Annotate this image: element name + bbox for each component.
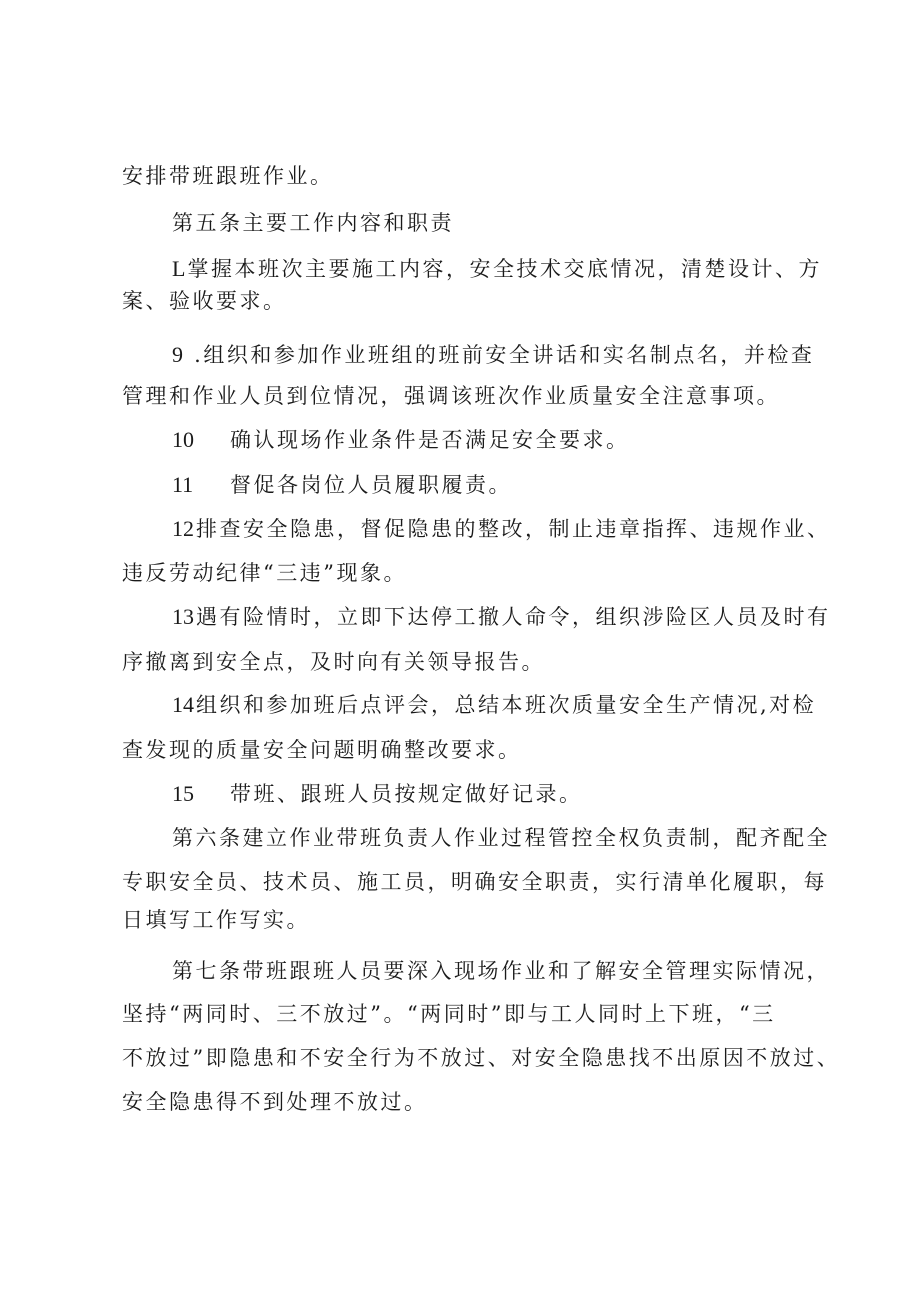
paragraph-line: 管理和作业人员到位情况，强调该班次作业质量安全注意事项。: [122, 384, 780, 408]
item-number: L: [172, 256, 186, 281]
item-number: 12: [172, 516, 194, 541]
article-paragraph-line: 第六条建立作业带班负责人作业过程管控全权负责制，配齐配全: [172, 826, 830, 850]
paragraph-line: 坚持“两同时、三不放过”。“两同时”即与工人同时上下班，“三: [122, 1002, 776, 1026]
item-number: 13: [172, 604, 194, 629]
paragraph-line: 案、验收要求。: [122, 289, 287, 313]
item-number: 15: [172, 781, 194, 806]
list-item: [172, 254, 920, 284]
item-text: 组织和参加班后点评会，总结本班次质量安全生产情况,对检: [196, 693, 817, 717]
paragraph-line: 专职安全员、技术员、施工员，明确安全职责，实行清单化履职，每: [122, 870, 827, 894]
article-paragraph-line: 第七条带班跟班人员要深入现场作业和了解安全管理实际情况，: [172, 959, 830, 983]
list-item: [172, 425, 920, 455]
item-text: .组织和参加作业班组的班前安全讲话和实名制点名，并检查: [185, 343, 815, 367]
item-number: 11: [172, 472, 194, 497]
paragraph-line: 不放过”即隐患和不安全行为不放过、对安全隐患找不出原因不放过、: [122, 1046, 841, 1070]
item-number: 10: [172, 427, 194, 452]
paragraph-line: 违反劳动纪律“三违”现象。: [122, 561, 407, 585]
item-number: 9: [172, 342, 183, 367]
list-item: [172, 779, 920, 809]
article-heading: 第五条主要工作内容和职责: [172, 211, 454, 235]
item-number: 14: [172, 692, 194, 717]
item-text: 督促各岗位人员履职履责。: [230, 473, 512, 497]
item-text: 掌握本班次主要施工内容，安全技术交底情况，清楚设计、方: [187, 257, 822, 281]
paragraph-line: 序撤离到安全点，及时向有关领导报告。: [122, 650, 545, 674]
paragraph-line: 查发现的质量安全问题明确整改要求。: [122, 738, 522, 762]
item-text: 确认现场作业条件是否满足安全要求。: [230, 428, 630, 452]
list-item: [172, 690, 920, 720]
list-item: [172, 602, 920, 632]
item-text: 遇有险情时，立即下达停工撤人命令，组织涉险区人员及时有: [196, 605, 831, 629]
paragraph-line: 安全隐患得不到处理不放过。: [122, 1090, 428, 1114]
list-item: [172, 340, 920, 370]
list-item: [172, 470, 920, 500]
paragraph-line: 日填写工作写实。: [122, 908, 310, 932]
item-text: 排查安全隐患，督促隐患的整改，制止违章指挥、违规作业、: [196, 517, 831, 541]
item-text: 带班、跟班人员按规定做好记录。: [230, 782, 583, 806]
list-item: [172, 514, 920, 544]
paragraph-line: 安排带班跟班作业。: [122, 164, 334, 188]
